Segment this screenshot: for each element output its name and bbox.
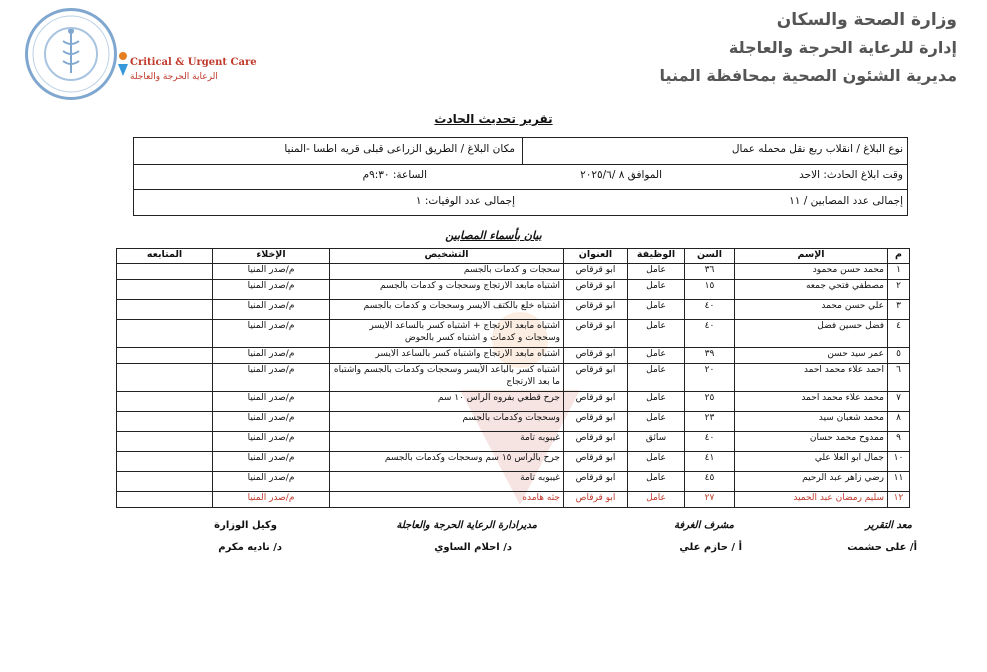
cell-age: ٣٩ (685, 348, 735, 364)
cell-i: ٥ (888, 348, 910, 364)
cell-addr: ابو قرقاص (564, 412, 628, 432)
deputy-title: وكيل الوزارة (214, 520, 277, 531)
cell-evac: م/صدر المنيا (213, 392, 330, 412)
cell-job: عامل (628, 364, 685, 392)
cell-age: ٤٠ (685, 432, 735, 452)
table-row (117, 452, 910, 472)
preparer-title: معد التقرير (865, 520, 912, 531)
total-deaths: إجمالى عدد الوفيات: ١ (415, 195, 515, 207)
cell-evac: م/صدر المنيا (213, 452, 330, 472)
cell-name: احمد علاء محمد احمد (735, 364, 888, 392)
cell-evac: م/صدر المنيا (213, 300, 330, 320)
table-row (117, 348, 910, 364)
cell-job: عامل (628, 492, 685, 508)
cell-job: عامل (628, 280, 685, 300)
cell-job: عامل (628, 320, 685, 348)
cell-age: ٢٧ (685, 492, 735, 508)
cell-name: مصطفي فتحي جمعه (735, 280, 888, 300)
cell-job: عامل (628, 264, 685, 280)
table-row (117, 432, 910, 452)
cell-name: علي حسن محمد (735, 300, 888, 320)
table-row (117, 264, 910, 280)
cell-dx: اشتباه مابعد الارتجاج + اشتباه كسر بالساعد الايسر وسحجات و كدمات و اشتباه كسر بالحوض (330, 320, 564, 348)
cell-evac: م/صدر المنيا (213, 280, 330, 300)
cell-fu (117, 348, 213, 364)
department-name: إدارة للرعاية الحرجة والعاجلة (728, 38, 957, 57)
cell-age: ٢٣ (685, 412, 735, 432)
cell-addr: ابو قرقاص (564, 300, 628, 320)
cell-i: ١٠ (888, 452, 910, 472)
total-injured: إجمالى عدد المصابين / ١١ (789, 195, 903, 207)
cell-i: ٩ (888, 432, 910, 452)
cell-dx: غيبوبه تامة (330, 432, 564, 452)
cell-fu (117, 412, 213, 432)
cell-evac: م/صدر المنيا (213, 264, 330, 280)
cell-dx: سحجات و كدمات بالجسم (330, 264, 564, 280)
report-type: نوع البلاغ / انقلاب ربع نقل محمله عمال (731, 143, 903, 155)
cell-name: محمد علاء محمد احمد (735, 392, 888, 412)
table-header-row (117, 249, 910, 264)
table-row (117, 392, 910, 412)
cell-addr: ابو قرقاص (564, 452, 628, 472)
supervisor-title: مشرف الغرفة (674, 520, 734, 531)
table-row (117, 300, 910, 320)
col-address: العنوان (564, 249, 628, 264)
col-evacuation: الإخلاء (213, 249, 330, 264)
cell-evac: م/صدر المنيا (213, 472, 330, 492)
report-location: مكان البلاغ / الطريق الزراعى قبلى قريه اطسا -المنيا (284, 143, 515, 155)
cell-i: ١ (888, 264, 910, 280)
cell-dx: جرح بالراس ١٥ سم وسحجات وكدمات بالجسم (330, 452, 564, 472)
cell-age: ٣٦ (685, 264, 735, 280)
ministry-name: وزارة الصحة والسكان (776, 10, 957, 30)
cell-dx: اشتباه مابعد الارتجاج وسحجات و كدمات بالجسم (330, 280, 564, 300)
table-row (117, 492, 910, 508)
cell-addr: ابو قرقاص (564, 492, 628, 508)
cell-dx: جرح قطعي بفروه الراس ١٠ سم (330, 392, 564, 412)
col-followup: المتابعه (117, 249, 213, 264)
cell-evac: م/صدر المنيا (213, 364, 330, 392)
col-job: الوظيفة (628, 249, 685, 264)
cell-addr: ابو قرقاص (564, 320, 628, 348)
supervisor-name: أ / حازم علي (679, 542, 742, 553)
ministry-logo (25, 8, 117, 100)
cell-evac: م/صدر المنيا (213, 320, 330, 348)
cell-age: ٤٠ (685, 320, 735, 348)
cell-evac: م/صدر المنيا (213, 412, 330, 432)
victims-title: بيان بأسماء المصابين (445, 229, 542, 242)
cell-name: جمال ابو العلا علي (735, 452, 888, 472)
cell-fu (117, 472, 213, 492)
cell-dx: جثه هامده (330, 492, 564, 508)
cell-evac: م/صدر المنيا (213, 348, 330, 364)
cell-name: رضي زاهر عبد الرحيم (735, 472, 888, 492)
cell-dx: اشتباه مابعد الارتجاج واشتباه كسر بالساعد الايسر (330, 348, 564, 364)
cell-job: سائق (628, 432, 685, 452)
cell-i: ١١ (888, 472, 910, 492)
cell-name: محمد شعبان سيد (735, 412, 888, 432)
critical-care-arabic: الرعاية الحرجة والعاجلة (130, 72, 218, 82)
cell-addr: ابو قرقاص (564, 392, 628, 412)
cell-dx: وسحجات وكدمات بالجسم (330, 412, 564, 432)
report-hour: الساعة: ٩:٣٠م (362, 169, 427, 181)
cell-dx: اشتباه كسر بالباعد الأيسر وسحجات وكدمات بالجسم واشتباه ما بعد الارتجاج (330, 364, 564, 392)
cell-i: ٣ (888, 300, 910, 320)
col-age: السن (685, 249, 735, 264)
col-index: م (888, 249, 910, 264)
cell-evac: م/صدر المنيا (213, 492, 330, 508)
table-row (117, 320, 910, 348)
col-name: الإسم (735, 249, 888, 264)
cell-job: عامل (628, 348, 685, 364)
cell-name: محمد حسن محمود (735, 264, 888, 280)
cell-i: ٢ (888, 280, 910, 300)
table-row (117, 364, 910, 392)
cell-name: سليم رمضان عبد الحميد (735, 492, 888, 508)
victims-table (116, 248, 910, 508)
report-date: الموافق ٨ /٢٠٢٥/٦ (580, 169, 662, 181)
cell-i: ٦ (888, 364, 910, 392)
directorate-name: مديرية الشئون الصحية بمحافظة المنيا (659, 66, 957, 85)
critical-care-mark-icon (116, 50, 130, 78)
cell-addr: ابو قرقاص (564, 472, 628, 492)
cell-addr: ابو قرقاص (564, 280, 628, 300)
cell-job: عامل (628, 392, 685, 412)
cell-dx: اشتباه خلع بالكتف الايسر وسحجات و كدمات بالجسم (330, 300, 564, 320)
cell-fu (117, 300, 213, 320)
cell-fu (117, 492, 213, 508)
cell-age: ١٥ (685, 280, 735, 300)
incident-info-box (133, 137, 908, 216)
cell-fu (117, 320, 213, 348)
document-title: تقرير تحديث الحادث (434, 112, 553, 126)
cell-i: ٧ (888, 392, 910, 412)
cell-addr: ابو قرقاص (564, 432, 628, 452)
cell-i: ٨ (888, 412, 910, 432)
cell-fu (117, 452, 213, 472)
cell-fu (117, 392, 213, 412)
cell-fu (117, 432, 213, 452)
cell-evac: م/صدر المنيا (213, 432, 330, 452)
cell-job: عامل (628, 452, 685, 472)
cell-fu (117, 264, 213, 280)
col-diagnosis: التشخيص (330, 249, 564, 264)
cell-age: ٤٠ (685, 300, 735, 320)
cell-name: فضل حسين فضل (735, 320, 888, 348)
preparer-name: أ/ على حشمت (847, 542, 917, 553)
cell-i: ١٢ (888, 492, 910, 508)
cell-i: ٤ (888, 320, 910, 348)
cell-age: ٢٠ (685, 364, 735, 392)
cell-age: ٤١ (685, 452, 735, 472)
cell-fu (117, 280, 213, 300)
cell-addr: ابو قرقاص (564, 364, 628, 392)
cell-dx: غيبوبه تامة (330, 472, 564, 492)
cell-job: عامل (628, 412, 685, 432)
cell-addr: ابو قرقاص (564, 348, 628, 364)
cell-job: عامل (628, 472, 685, 492)
cell-fu (117, 364, 213, 392)
director-name: د/ احلام الساوي (434, 542, 512, 553)
cell-age: ٤٥ (685, 472, 735, 492)
table-row (117, 412, 910, 432)
time-reported: وقت ابلاغ الحادث: الاحد (799, 169, 903, 181)
deputy-name: د/ ناديه مكرم (218, 542, 282, 553)
cell-job: عامل (628, 300, 685, 320)
table-row (117, 472, 910, 492)
director-title: مديرادارة الرعاية الحرجة والعاجلة (396, 520, 537, 531)
cell-age: ٢٥ (685, 392, 735, 412)
cell-name: ممدوح محمد حسان (735, 432, 888, 452)
critical-care-english: Critical & Urgent Care (130, 57, 257, 68)
cell-addr: ابو قرقاص (564, 264, 628, 280)
table-row (117, 280, 910, 300)
cell-name: عمر سيد حسن (735, 348, 888, 364)
